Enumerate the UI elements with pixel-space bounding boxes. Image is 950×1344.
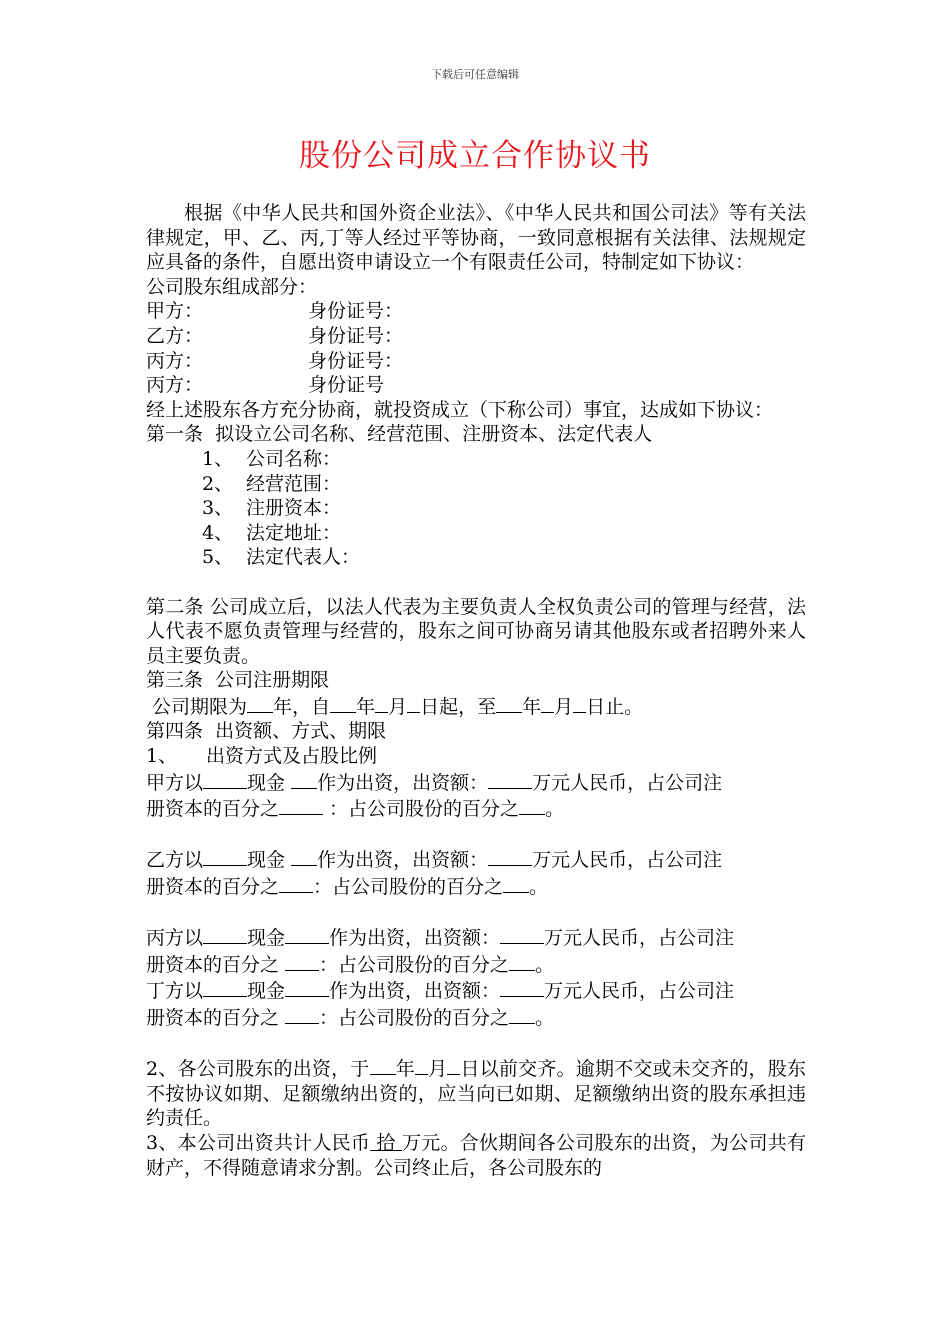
party-label: 丙方： [146,374,204,397]
list-number: 2、 [202,472,234,495]
consensus-paragraph: 经上述股东各方充分协商，就投资成立（下称公司）事宜，达成如下协议： [146,398,774,421]
term-text: 日止。 [586,695,644,718]
id-label: 身份证号 [308,374,385,397]
contribution-line [146,795,806,822]
blank-line [573,693,586,713]
blank-line [285,924,329,944]
contribution-heading [146,744,806,769]
list-text: 法定代表人： [246,546,361,569]
party-label: 丙方： [146,349,204,372]
clause-text: 3、本公司出资共计人民币 [146,1131,371,1154]
clause-text: 月 [427,1058,448,1081]
list-number: 5、 [202,546,234,569]
spacer [146,822,806,847]
list-text: 法定地址： [246,521,342,544]
blank-line [285,977,329,997]
blank-line [203,977,247,997]
party-name: 丙方以 [146,927,204,950]
term-text: 月 [388,695,408,718]
blank-line [247,693,273,713]
contribution-line [146,951,806,978]
list-text: 出资方式及占股比例 [206,745,378,768]
contribution-text: 。 [545,798,565,821]
document-body [146,201,806,1180]
list-text: 公司名称： [246,447,342,470]
contribution-text: 万元人民币，占公司注 [532,771,723,794]
blank-line [330,693,356,713]
party-name: 乙方以 [146,849,204,872]
list-item [146,545,806,570]
blank-line [279,795,323,815]
cash-text: 现金 [247,849,286,872]
party-row [146,349,806,374]
blank-line [285,1004,319,1024]
contribution-text: 册资本的百分之 [146,953,286,976]
contribution-line [146,924,806,951]
contribution-text: 作为出资，出资额： [317,771,489,794]
contribution-text: ：占公司股份的百分之 [313,876,504,899]
blank-line [500,924,544,944]
contribution-text: 作为出资，出资额： [317,849,489,872]
list-item [146,447,806,472]
clause-text: 2、各公司股东的出资，于 [146,1058,370,1081]
list-number: 1、 [146,745,178,768]
clause-text: 年 [395,1058,415,1081]
cash-text: 现金 [247,927,286,950]
blank-line [279,873,313,893]
spacer [146,570,806,595]
document-title: 股份公司成立合作协议书 [299,138,651,174]
article-1-heading: 第一条 拟设立公司名称、经营范围、注册资本、法定代表人 [146,423,653,446]
contribution-text: 。 [535,953,555,976]
contribution-text: 万元人民币，占公司注 [544,980,735,1003]
list-item [146,472,806,497]
list-item [146,521,806,546]
term-text: 日起，至 [420,695,497,718]
blank-line [415,1055,428,1075]
blank-line [203,846,247,866]
list-number: 1、 [202,447,234,470]
blank-line [496,693,522,713]
party-row [146,299,806,324]
contribution-line [146,873,806,900]
blank-line [509,951,535,971]
blank-line [375,693,388,713]
spacer [146,900,806,925]
party-name: 甲方以 [146,771,204,794]
blank-line [291,769,317,789]
contribution-line [146,1004,806,1031]
clause-3-paragraph [146,1131,806,1180]
blank-line [488,846,532,866]
spacer [146,1031,806,1056]
blank-line [519,795,545,815]
list-number: 3、 [202,497,234,520]
article-3-heading: 第三条 公司注册期限 [146,669,330,692]
blank-line [500,977,544,997]
capital-amount: 拾 [370,1131,402,1154]
term-text: 年 [356,695,376,718]
id-label: 身份证号： [308,349,404,372]
term-text: 公司期限为 [152,695,248,718]
contribution-text: 。 [535,1007,555,1029]
id-label: 身份证号： [308,324,404,347]
contribution-text: 万元人民币，占公司注 [532,849,723,872]
blank-line [203,924,247,944]
blank-line [407,693,420,713]
cash-text: 现金 [247,980,286,1003]
blank-line [541,693,554,713]
page-header: 下载后可任意编辑 [431,68,519,81]
term-text: 年，自 [273,695,331,718]
blank-line [488,769,532,789]
party-name: 丁方以 [146,980,204,1003]
contribution-text: 册资本的百分之 [146,1007,286,1029]
shareholders-heading: 公司股东组成部分： [146,275,318,298]
blank-line [509,1004,535,1024]
id-label: 身份证号： [308,300,404,323]
blank-line [203,769,247,789]
contribution-text: 。 [529,876,549,899]
contribution-line [146,846,806,873]
party-row [146,373,806,398]
blank-line [291,846,317,866]
contribution-text: 册资本的百分之 [146,876,280,899]
clause-2-paragraph [146,1055,806,1131]
blank-line [370,1055,396,1075]
article-2-paragraph: 第二条 公司成立后，以法人代表为主要负责人全权负责公司的管理与经营，法人代表不愿负责管理与经营的，股东之间可协商另请其他股东或者招聘外来人员主要负责。 [146,595,806,667]
term-text: 月 [554,695,574,718]
blank-line [447,1055,460,1075]
party-label: 乙方： [146,324,204,347]
blank-line [503,873,529,893]
article-4-heading: 第四条 出资额、方式、期限 [146,720,387,743]
cash-text: 现金 [247,771,286,794]
contribution-text: ：占公司股份的百分之 [323,798,520,821]
list-item [146,496,806,521]
blank-line [285,951,319,971]
party-label: 甲方： [146,300,204,323]
contribution-text: 册资本的百分之 [146,798,280,821]
term-line [146,693,806,720]
contribution-text: ：占公司股份的百分之 [319,1007,510,1029]
clause-text: 日以前交齐。逾期不交或未交齐的，股东不按协议如期、足额缴纳出资的，应当向已如期、足额缴纳出资的股东承担违约责任。 [146,1058,806,1130]
contribution-text: ：占公司股份的百分之 [319,953,510,976]
contribution-text: 作为出资，出资额： [329,980,501,1003]
list-number: 4、 [202,521,234,544]
list-text: 注册资本： [246,497,342,520]
clause-text: 万元。合伙期间各公司股东的出资，为公司共有财产，不得随意请求分割。公司终止后，各公司股东的 [146,1131,806,1179]
intro-paragraph: 根据《中华人民共和国外资企业法》、《中华人民共和国公司法》等有关法律规定，甲、乙、丙,丁等人经过平等协商，一致同意根据有关法律、法规规定应具备的条件，自愿出资申请设立一个有限责任公司，特制定如下协议： [146,202,806,274]
contribution-line [146,769,806,796]
term-text: 年 [522,695,542,718]
list-text: 经营范围： [246,472,342,495]
contribution-line [146,977,806,1004]
party-row [146,324,806,349]
contribution-text: 作为出资，出资额： [329,927,501,950]
contribution-text: 万元人民币，占公司注 [544,927,735,950]
